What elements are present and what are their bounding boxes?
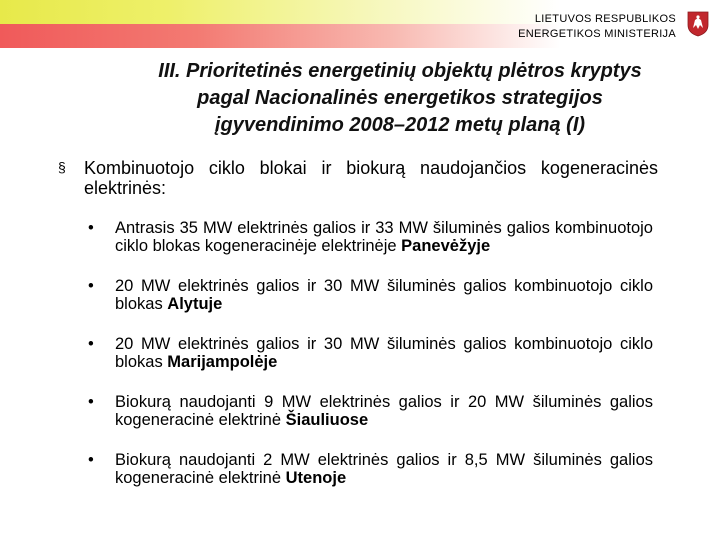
bullet-dot: •	[88, 219, 94, 237]
item-text: 20 MW elektrinės galios ir 30 MW šiluminės galios kombinuotojo ciklo blokas	[115, 277, 653, 313]
section-heading: Kombinuotojo ciklo blokai ir biokurą naudojančios kogeneracinės elektrinės:	[84, 158, 658, 198]
title-line-3: įgyvendinimo 2008–2012 metų planą (I)	[214, 114, 586, 136]
page-title	[105, 58, 695, 139]
item-place: Alytuje	[167, 295, 223, 313]
item-text: 20 MW elektrinės galios ir 30 MW šiluminės galios kombinuotojo ciklo blokas	[115, 335, 653, 371]
list-item	[88, 393, 653, 429]
title-line-1: III. Prioritetinės energetinių objektų plėtros kryptys	[158, 60, 642, 82]
bullet-dot: •	[88, 393, 94, 411]
title-line-2: pagal Nacionalinės energetikos strategijos	[197, 87, 603, 109]
project-list	[88, 219, 653, 487]
item-text: Antrasis 35 MW elektrinės galios ir 33 MW šiluminės galios kombinuotojo ciklo blokas kogeneracinėje elektrinėje	[115, 219, 653, 255]
item-place: Šiauliuose	[285, 411, 369, 429]
item-place: Panevėžyje	[401, 237, 491, 255]
item-text: Biokurą naudojanti 9 MW elektrinės galios ir 20 MW šiluminės galios kogeneracinė elektrinė	[115, 393, 653, 429]
item-text: Biokurą naudojanti 2 MW elektrinės galios ir 8,5 MW šiluminės galios kogeneracinė elektrinė	[115, 451, 653, 487]
item-place: Utenoje	[285, 469, 347, 487]
list-item	[88, 219, 653, 255]
ministry-name	[446, 12, 676, 42]
list-item	[88, 451, 653, 487]
bullet-dot: •	[88, 277, 94, 295]
list-item	[88, 277, 653, 313]
bullet-dot: •	[88, 335, 94, 353]
section-bullet: §	[58, 159, 66, 175]
bullet-dot: •	[88, 451, 94, 469]
ministry-line-2: ENERGETIKOS MINISTERIJA	[518, 28, 676, 40]
coat-of-arms-icon	[687, 11, 709, 37]
ministry-line-1: LIETUVOS RESPUBLIKOS	[534, 13, 676, 25]
item-place: Marijampolėje	[167, 353, 278, 371]
list-item	[88, 335, 653, 371]
main-section	[58, 158, 658, 198]
